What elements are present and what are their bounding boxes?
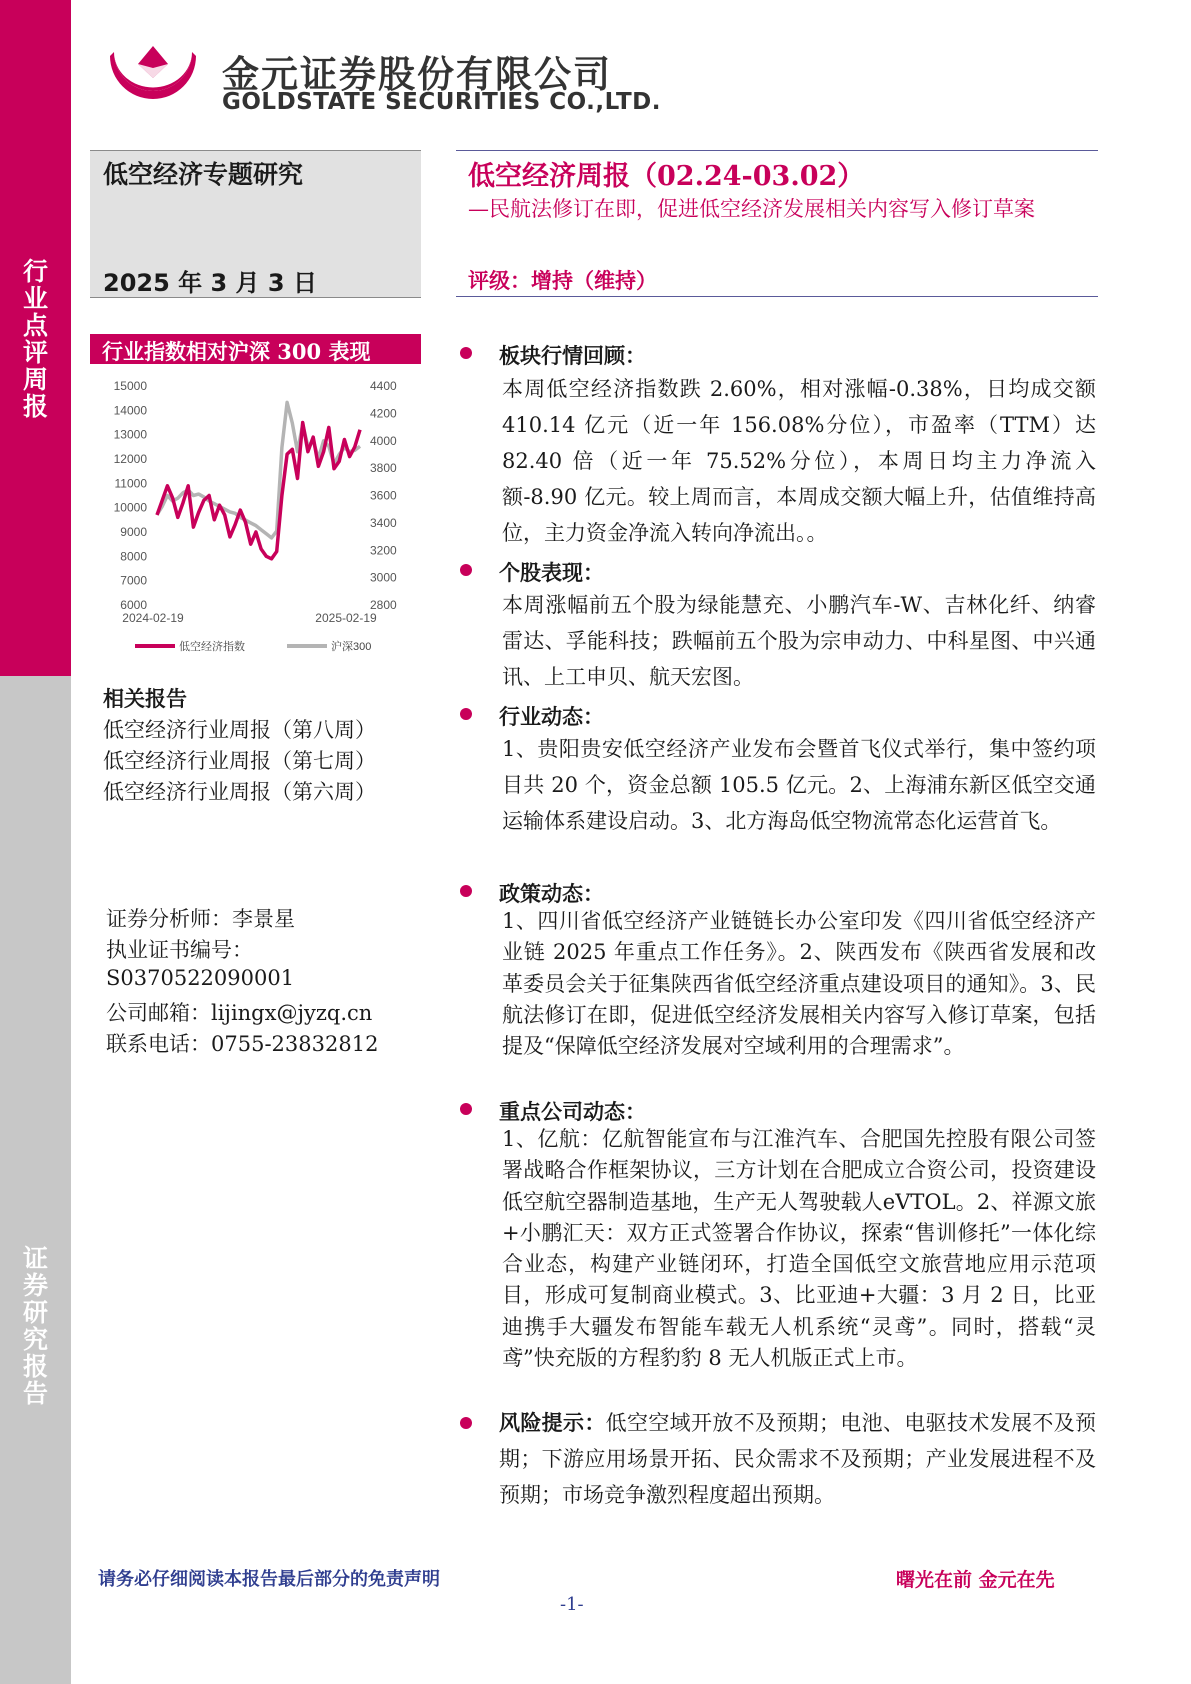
left-axis-tick-label: 15000 bbox=[113, 379, 147, 393]
report-subtitle: —民航法修订在即，促进低空经济发展相关内容写入修订草案 bbox=[468, 197, 1035, 221]
left-axis-tick-label: 7000 bbox=[120, 573, 147, 588]
right-axis-tick-label: 4000 bbox=[370, 433, 397, 448]
section-bullet-icon bbox=[460, 1417, 472, 1429]
company-name-en: GOLDSTATE SECURITIES CO.,LTD. bbox=[222, 89, 661, 115]
company-slogan: 曙光在前 金元在先 bbox=[896, 1569, 1055, 1591]
topic-title: 低空经济专题研究 bbox=[103, 160, 304, 189]
right-axis-tick-label: 3200 bbox=[370, 543, 397, 558]
report-date: 2025 年 3 月 3 日 bbox=[103, 269, 317, 297]
related-report-item[interactable]: 低空经济行业周报（第七周） bbox=[103, 749, 376, 773]
side-label-report-type: 行 业 点 评 周 报 bbox=[22, 257, 48, 421]
right-axis-tick-label: 3800 bbox=[370, 461, 397, 476]
left-axis-tick-label: 12000 bbox=[113, 452, 147, 466]
header-rule-bottom bbox=[456, 296, 1098, 297]
series-line-csi300 bbox=[157, 402, 360, 538]
section-bullet-icon bbox=[460, 1103, 472, 1115]
company-logo-icon bbox=[108, 38, 198, 114]
section-bullet-icon bbox=[460, 564, 472, 576]
x-axis-tick-label: 2024-02-19 bbox=[122, 611, 184, 625]
section-text-market-review: 本周低空经济指数跌 2.60%，相对涨幅-0.38%，日均成交额 410.14 亿元（近一年 156.08%分位），市盈率（TTM）达 82.40 倍（近一年 75.52%分位），本周日均主力净流入额-8.90 亿元。较上周而言，本周成交额大幅上升，估值维持高位，主力资金净流入转向净流出。。 bbox=[502, 377, 1096, 545]
left-axis-tick-label: 6000 bbox=[120, 598, 147, 612]
left-axis-tick-label: 10000 bbox=[113, 500, 147, 515]
analyst-email[interactable]: 公司邮箱：lijingx@jyzq.cn bbox=[106, 1001, 373, 1025]
right-axis-tick-label: 4200 bbox=[370, 406, 397, 421]
related-report-item[interactable]: 低空经济行业周报（第八周） bbox=[103, 718, 376, 742]
section-text-company-news: 1、亿航：亿航智能宣布与江淮汽车、合肥国先控股有限公司签署战略合作框架协议，三方计划在合肥成立合资公司，投资建设低空航空器制造基地，生产无人驾驶载人eVTOL。2、祥源文旅+小鹏汇天：双方正式签署合作协议，探索“售训修托”一体化综合业态，构建产业链闭环，打造全国低空文旅营地应用示范项目，形成可复制商业模式。3、比亚迪+大疆：3 月 2 日，比亚迪携手大疆发布智能车载无人机系统“灵鸢”。同时，搭载“灵鸢”快充版的方程豹豹 8 无人机版正式上市。 bbox=[502, 1127, 1096, 1371]
section-text-industry-news: 1、贵阳贵安低空经济产业发布会暨首飞仪式举行，集中签约项目共 20 个，资金总额 105.5 亿元。2、上海浦东新区低空交通运输体系建设启动。3、北方海岛低空物流常态化运营首飞。 bbox=[502, 737, 1096, 833]
related-report-item[interactable]: 低空经济行业周报（第六周） bbox=[103, 780, 376, 804]
legend-label-low-altitude-index: 低空经济指数 bbox=[179, 641, 245, 653]
analyst-cert-number: S0370522090001 bbox=[106, 966, 295, 990]
rating-label: 评级：增持（维持） bbox=[468, 268, 657, 293]
right-axis-tick-label: 3400 bbox=[370, 515, 397, 530]
section-title-company-news: 重点公司动态： bbox=[499, 1099, 646, 1124]
right-axis-tick-label: 4400 bbox=[370, 379, 397, 393]
x-axis-tick-label: 2025-02-19 bbox=[315, 611, 377, 625]
risk-text: 低空空域开放不及预期；电池、电驱技术发展不及预期；下游应用场景开拓、民众需求不及预期；产业发展进程不及预期；市场竞争激烈程度超出预期。 bbox=[499, 1411, 1097, 1507]
risk-warning bbox=[499, 1405, 1096, 1513]
section-bullet-icon bbox=[460, 885, 472, 897]
section-title-stock-performance: 个股表现： bbox=[499, 560, 604, 585]
section-bullet-icon bbox=[460, 708, 472, 720]
left-axis-tick-label: 14000 bbox=[113, 403, 147, 418]
section-title-market-review: 板块行情回顾： bbox=[499, 343, 646, 368]
chart-title: 行业指数相对沪深 300 表现 bbox=[102, 339, 371, 364]
side-label-report-category: 证 券 研 究 报 告 bbox=[22, 1244, 48, 1408]
report-title: 低空经济周报（02.24-03.02） bbox=[468, 161, 865, 192]
left-axis-tick-label: 9000 bbox=[120, 525, 147, 539]
page-number: -1- bbox=[560, 1594, 584, 1615]
legend-label-csi300: 沪深300 bbox=[331, 641, 372, 653]
right-axis-tick-label: 2800 bbox=[370, 598, 397, 612]
related-reports-heading: 相关报告 bbox=[103, 686, 187, 711]
analyst-name: 证券分析师：李景星 bbox=[106, 907, 295, 931]
side-bar-bottom bbox=[0, 676, 71, 1684]
section-text-stock-performance: 本周涨幅前五个股为绿能慧充、小鹏汽车-W、吉林化纤、纳睿雷达、孚能科技；跌幅前五个股为宗申动力、中科星图、中兴通讯、上工申贝、航天宏图。 bbox=[502, 593, 1096, 689]
left-axis-tick-label: 11000 bbox=[114, 476, 147, 491]
analyst-phone: 联系电话：0755-23832812 bbox=[106, 1032, 379, 1056]
index-performance-chart bbox=[95, 368, 425, 668]
right-axis-tick-label: 3600 bbox=[370, 488, 397, 503]
series-line-low-altitude-index bbox=[157, 423, 360, 559]
left-axis-tick-label: 8000 bbox=[120, 549, 147, 564]
analyst-cert-label: 执业证书编号： bbox=[106, 938, 253, 962]
risk-title: 风险提示： bbox=[499, 1410, 606, 1435]
section-bullet-icon bbox=[460, 347, 472, 359]
section-text-policy-news: 1、四川省低空经济产业链链长办公室印发《四川省低空经济产业链 2025 年重点工作任务》。2、陕西发布《陕西省发展和改革委员会关于征集陕西省低空经济重点建设项目的通知》。3、民航法修订在即，促进低空经济发展相关内容写入修订草案，包括提及“保障低空经济发展对空域利用的合理需求”。 bbox=[502, 909, 1096, 1059]
section-title-policy-news: 政策动态： bbox=[499, 881, 604, 906]
right-axis-tick-label: 3000 bbox=[370, 570, 397, 585]
header-rule-top bbox=[456, 150, 1098, 151]
company-name-cn: 金元证券股份有限公司 bbox=[222, 53, 612, 96]
left-axis-tick-label: 13000 bbox=[113, 427, 147, 442]
section-title-industry-news: 行业动态： bbox=[499, 704, 604, 729]
disclaimer-notice[interactable]: 请务必仔细阅读本报告最后部分的免责声明 bbox=[98, 1569, 440, 1590]
